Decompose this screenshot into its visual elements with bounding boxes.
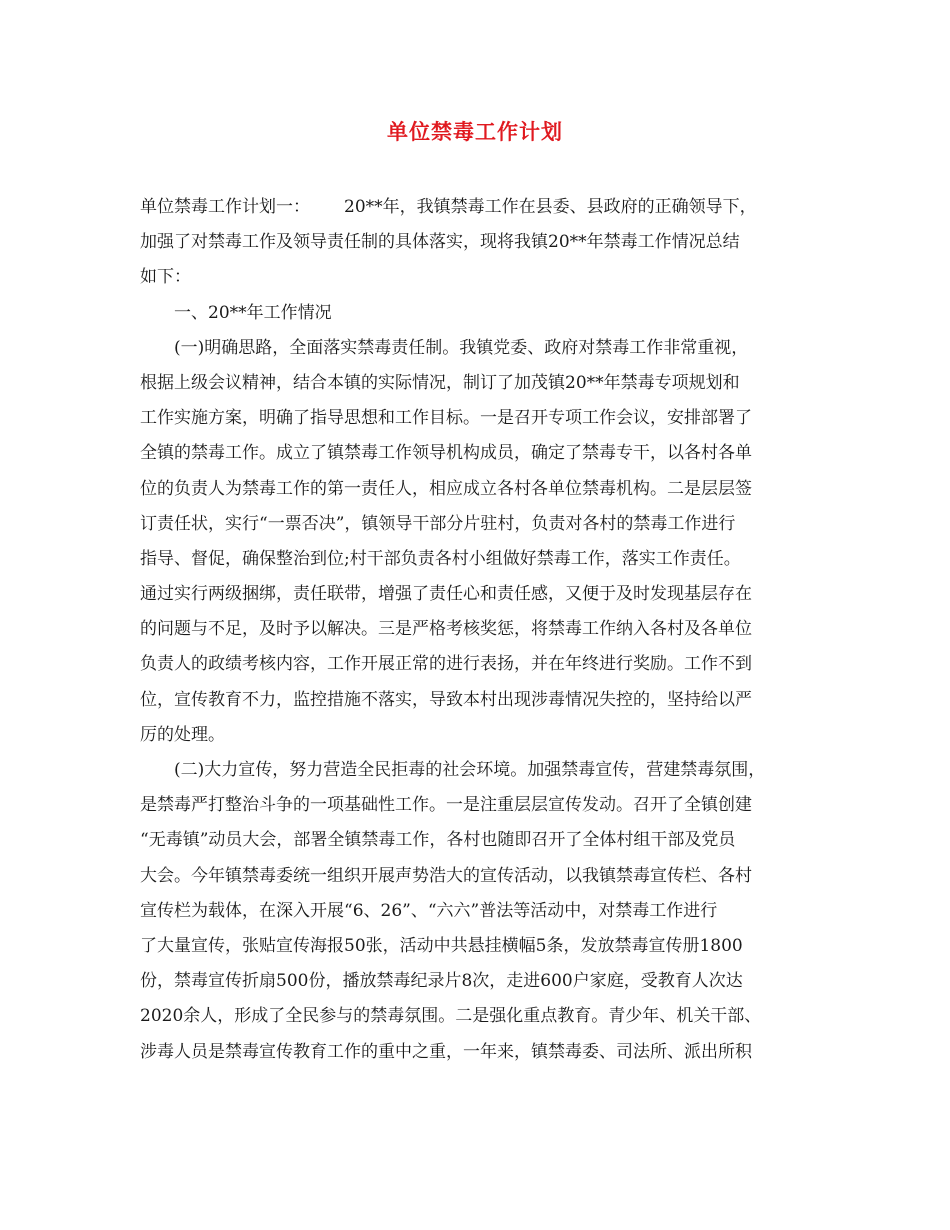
body-line: 的问题与不足，及时予以解决。三是严格考核奖惩，将禁毒工作纳入各村及各单位 xyxy=(140,619,752,640)
section-lead: 单位禁毒工作计划一： xyxy=(140,197,310,217)
section-heading: 一、20**年工作情况 xyxy=(174,302,332,323)
body-line: 订责任状，实行“一票否决”，镇领导干部分片驻村，负责对各村的禁毒工作进行 xyxy=(140,513,736,534)
body-line: 大会。今年镇禁毒委统一组织开展声势浩大的宣传活动，以我镇禁毒宣传栏、各村 xyxy=(140,865,752,886)
body-line: 全镇的禁毒工作。成立了镇禁毒工作领导机构成员，确定了禁毒专干，以各村各单 xyxy=(140,443,752,464)
paragraph-start: (二)大力宣传，努力营造全民拒毒的社会环境。加强禁毒宣传，营建禁毒氛围， xyxy=(174,760,766,780)
body-line: 是禁毒严打整治斗争的一项基础性工作。一是注重层层宣传发动。召开了全镇创建 xyxy=(140,795,752,816)
body-line: 份，禁毒宣传折扇500份，播放禁毒纪录片8次，走进600户家庭，受教育人次达 xyxy=(140,971,743,992)
body-line: “无毒镇”动员大会，部署全镇禁毒工作，各村也随即召开了全体村组干部及党员 xyxy=(140,830,736,851)
body-line: 工作实施方案，明确了指导思想和工作目标。一是召开专项工作会议，安排部署了 xyxy=(140,408,752,429)
body-line: 2020余人，形成了全民参与的禁毒氛围。二是强化重点教育。青少年、机关干部、 xyxy=(140,1006,762,1027)
body-line: 负责人的政绩考核内容，工作开展正常的进行表扬，并在年终进行奖励。工作不到 xyxy=(140,654,752,675)
body-line: 了大量宣传，张贴宣传海报50张，活动中共悬挂横幅5条，发放禁毒宣传册1800 xyxy=(140,935,743,956)
body-line: 厉的处理。 xyxy=(140,724,225,745)
body-line: 宣传栏为载体，在深入开展“6、26”、“六六”普法等活动中，对禁毒工作进行 xyxy=(140,900,718,921)
body-line: 指导、督促，确保整治到位;村干部负责各村小组做好禁毒工作，落实工作责任。 xyxy=(140,548,741,569)
body-line: 位的负责人为禁毒工作的第一责任人，相应成立各村各单位禁毒机构。二是层层签 xyxy=(140,478,752,499)
paragraph-start: (一)明确思路，全面落实禁毒责任制。我镇党委、政府对禁毒工作非常重视， xyxy=(174,337,749,358)
body-line: 位，宣传教育不力，监控措施不落实，导致本村出现涉毒情况失控的，坚持给以严 xyxy=(140,689,752,710)
body-line xyxy=(140,190,810,225)
body-line: 加强了对禁毒工作及领导责任制的具体落实，现将我镇20**年禁毒工作情况总结 xyxy=(140,232,740,253)
body-line: 如下： xyxy=(140,267,191,288)
line-text: 20**年，我镇禁毒工作在县委、县政府的正确领导下， xyxy=(344,197,757,217)
body-line: 根据上级会议精神，结合本镇的实际情况，制订了加茂镇20**年禁毒专项规划和 xyxy=(140,372,740,393)
body-line: 通过实行两级捆绑，责任联带，增强了责任心和责任感，又便于及时发现基层存在 xyxy=(140,584,752,605)
body-line: 涉毒人员是禁毒宣传教育工作的重中之重，一年来，镇禁毒委、司法所、派出所积 xyxy=(140,1041,752,1062)
document-title: 单位禁毒工作计划 xyxy=(387,119,563,144)
document-body xyxy=(140,190,810,1070)
